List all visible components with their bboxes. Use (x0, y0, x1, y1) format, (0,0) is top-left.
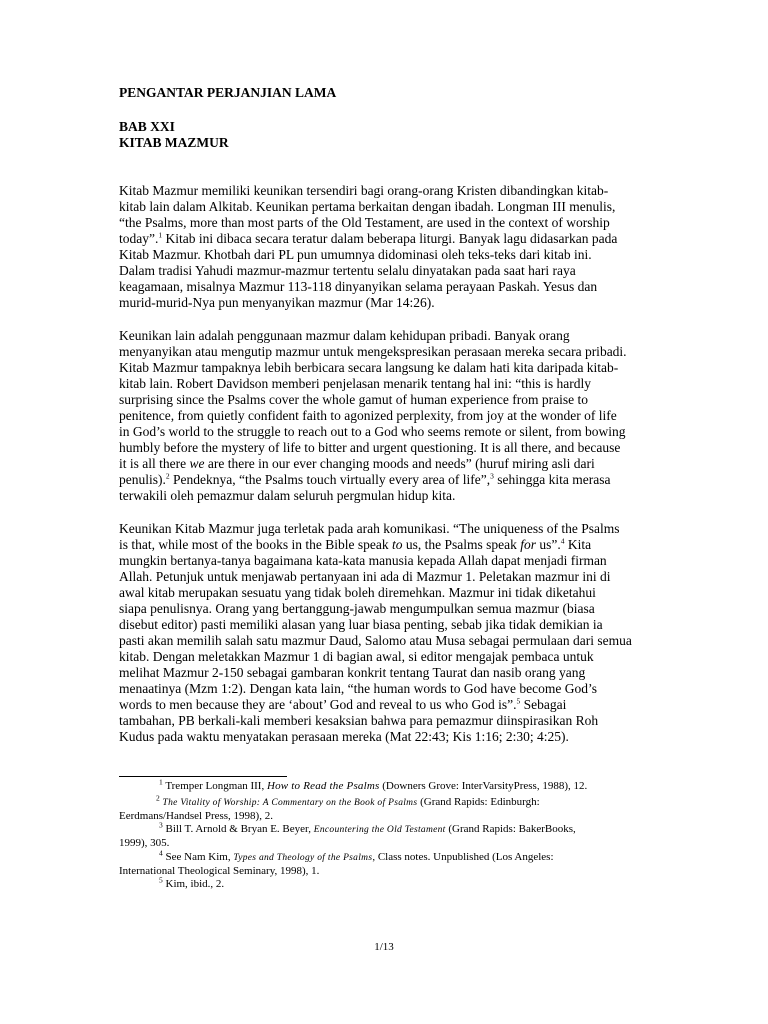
paragraph-line: menyanyikan atau mengutip mazmur untuk mengekspresikan perasaan mereka secara pribadi. (119, 344, 627, 359)
paragraph-line: surprising since the Psalms cover the whole gamut of human experience from praise to (119, 392, 588, 407)
paragraph-line: disebut editor) pasti memiliki alasan yang luar biasa penting, sebab jika tidak demikian ia (119, 617, 603, 632)
paragraph-line: Keunikan Kitab Mazmur juga terletak pada arah komunikasi. “The uniqueness of the Psalms (119, 521, 620, 536)
paragraph-line: siapa penulisnya. Orang yang bertanggung-jawab mengumpulkan semua mazmur (biasa (119, 601, 595, 616)
paragraph-line: it is all there we are there in our ever changing moods and needs” (huruf miring asli dari (119, 456, 595, 471)
course-title: PENGANTAR PERJANJIAN LAMA (119, 85, 337, 100)
footnote-2: $^2$ The Vitality of Worship: A Commentary on the Book of Psalms (Grand Rapids: Edinburgh: (156, 793, 540, 808)
paragraph-line: Dalam tradisi Yahudi mazmur-mazmur tertentu selalu dinyatakan pada saat hari raya (119, 263, 576, 278)
footnote-4-cont: International Theological Seminary, 1998), 1. (119, 865, 320, 877)
paragraph-line: words to men because they are ‘about’ God and reveal to us who God is”.$^5$ Sebagai (119, 696, 567, 712)
paragraph-line: pasti akan memilih salah satu mazmur Daud, Salomo atau Musa sebagai permulaan dari semua (119, 633, 632, 648)
paragraph-line: melihat Mazmur 2-150 sebagai gambaran konkrit tentang Taurat dan nasib orang yang (119, 665, 586, 680)
paragraph-line: kitab lain dalam Alkitab. Keunikan pertama berkaitan dengan ibadah. Longman III menulis, (119, 199, 616, 214)
paragraph-line: kitab lain. Robert Davidson memberi penjelasan menarik tentang hal ini: “this is hardly (119, 376, 592, 391)
paragraph-line: murid-murid-Nya pun menyanyikan mazmur (Mar 14:26). (119, 295, 435, 310)
footnote-ref: 2 (165, 471, 170, 481)
paragraph-line: menaatinya (Mzm 1:2). Dengan kata lain, “the human words to God have become God’s (119, 681, 597, 696)
footnote-1: $^1$ Tremper Longman III, How to Read the Psalms (Downers Grove: InterVarsityPress, 1988), 12. (159, 777, 588, 792)
footnote-ref: 3 (490, 471, 494, 481)
paragraph-line: keagamaan, misalnya Mazmur 113-118 dinyanyikan selama perayaan Paskah. Yesus dan (119, 279, 598, 294)
paragraph-line: Allah. Petunjuk untuk menjawab pertanyaan ini ada di Mazmur 1. Peletakan mazmur ini di (119, 569, 611, 584)
italic-word: we (189, 456, 205, 471)
footnote-separator (119, 776, 287, 777)
paragraph-line: humbly before the mystery of life to bitter and urgent questioning. It is all there, and because (119, 440, 621, 455)
paragraph-line: in God’s world to the struggle to reach out to a God who seems remote or silent, from bowing (119, 424, 626, 439)
footnote-4: $^4$ See Nam Kim, Types and Theology of the Psalms, Class notes. Unpublished (Los Angeles: (159, 848, 554, 863)
paragraph-line: awal kitab merupakan sesuatu yang tidak boleh diremehkan. Mazmur ini tidak diketahui (119, 585, 596, 600)
paragraph-line: Keunikan lain adalah penggunaan mazmur dalam kehidupan pribadi. Banyak orang (119, 328, 570, 343)
page-number: 1/13 (374, 941, 394, 953)
italic-word: for (520, 537, 536, 552)
paragraph-line: Kitab Mazmur tampaknya lebih berbicara secara langsung ke dalam hati kita daripada kitab- (119, 360, 619, 375)
footnote-ref: 1 (158, 230, 163, 240)
footnote-5: $^5$ Kim, ibid., 2. (159, 875, 225, 890)
footnote-3: $^3$ Bill T. Arnold & Bryan E. Beyer, Encountering the Old Testament (Grand Rapids: BakerBooks, (159, 820, 576, 835)
footnote-ref: 4 (560, 536, 565, 546)
italic-word: to (391, 537, 403, 552)
paragraph-line: “the Psalms, more than most parts of the Old Testament, are used in the context of worship (119, 215, 610, 230)
chapter-title: KITAB MAZMUR (119, 135, 229, 150)
footnote-3-cont: 1999), 305. (119, 837, 170, 849)
paragraph-line: is that, while most of the books in the Bible speak to us, the Psalms speak for us”.$^4$ Kita (119, 536, 592, 552)
chapter-number: BAB XXI (119, 119, 175, 134)
footnote-2-cont: Eerdmans/Handsel Press, 1998), 2. (119, 810, 273, 822)
paragraph-line: tambahan, PB berkali-kali memberi kesaksian bahwa para pemazmur diinspirasikan Roh (119, 713, 599, 728)
paragraph-line: mungkin bertanya-tanya bagaimana kata-kata manusia kepada Allah dapat menjadi firman (119, 553, 607, 568)
paragraph-line: today”.$^1$ Kitab ini dibaca secara teratur dalam beberapa liturgi. Banyak lagu didasarkan pada (119, 230, 618, 246)
paragraph-line: Kitab Mazmur. Khotbah dari PL pun umumnya didominasi oleh teks-teks dari kitab ini. (119, 247, 592, 262)
paragraph-line: Kudus pada waktu menyatakan perasaan mereka (Mat 22:43; Kis 1:16; 2:30; 4:25). (119, 729, 569, 744)
footnote-ref: 5 (516, 696, 521, 706)
paragraph-line: penulis).$^2$ Pendeknya, “the Psalms touch virtually every area of life”,$^3$ sehingga kita merasa (119, 471, 611, 487)
paragraph-line: Kitab Mazmur memiliki keunikan tersendiri bagi orang-orang Kristen dibandingkan kitab- (119, 183, 609, 198)
paragraph-line: terwakili oleh pemazmur dalam seluruh pergmulan hidup kita. (119, 488, 456, 503)
paragraph-line: penitence, from quietly confident faith to agonized perplexity, from joy at the wonder of life (119, 408, 617, 423)
paragraph-line: kitab. Dengan meletakkan Mazmur 1 di bagian awal, si editor mengajak pembaca untuk (119, 649, 594, 664)
